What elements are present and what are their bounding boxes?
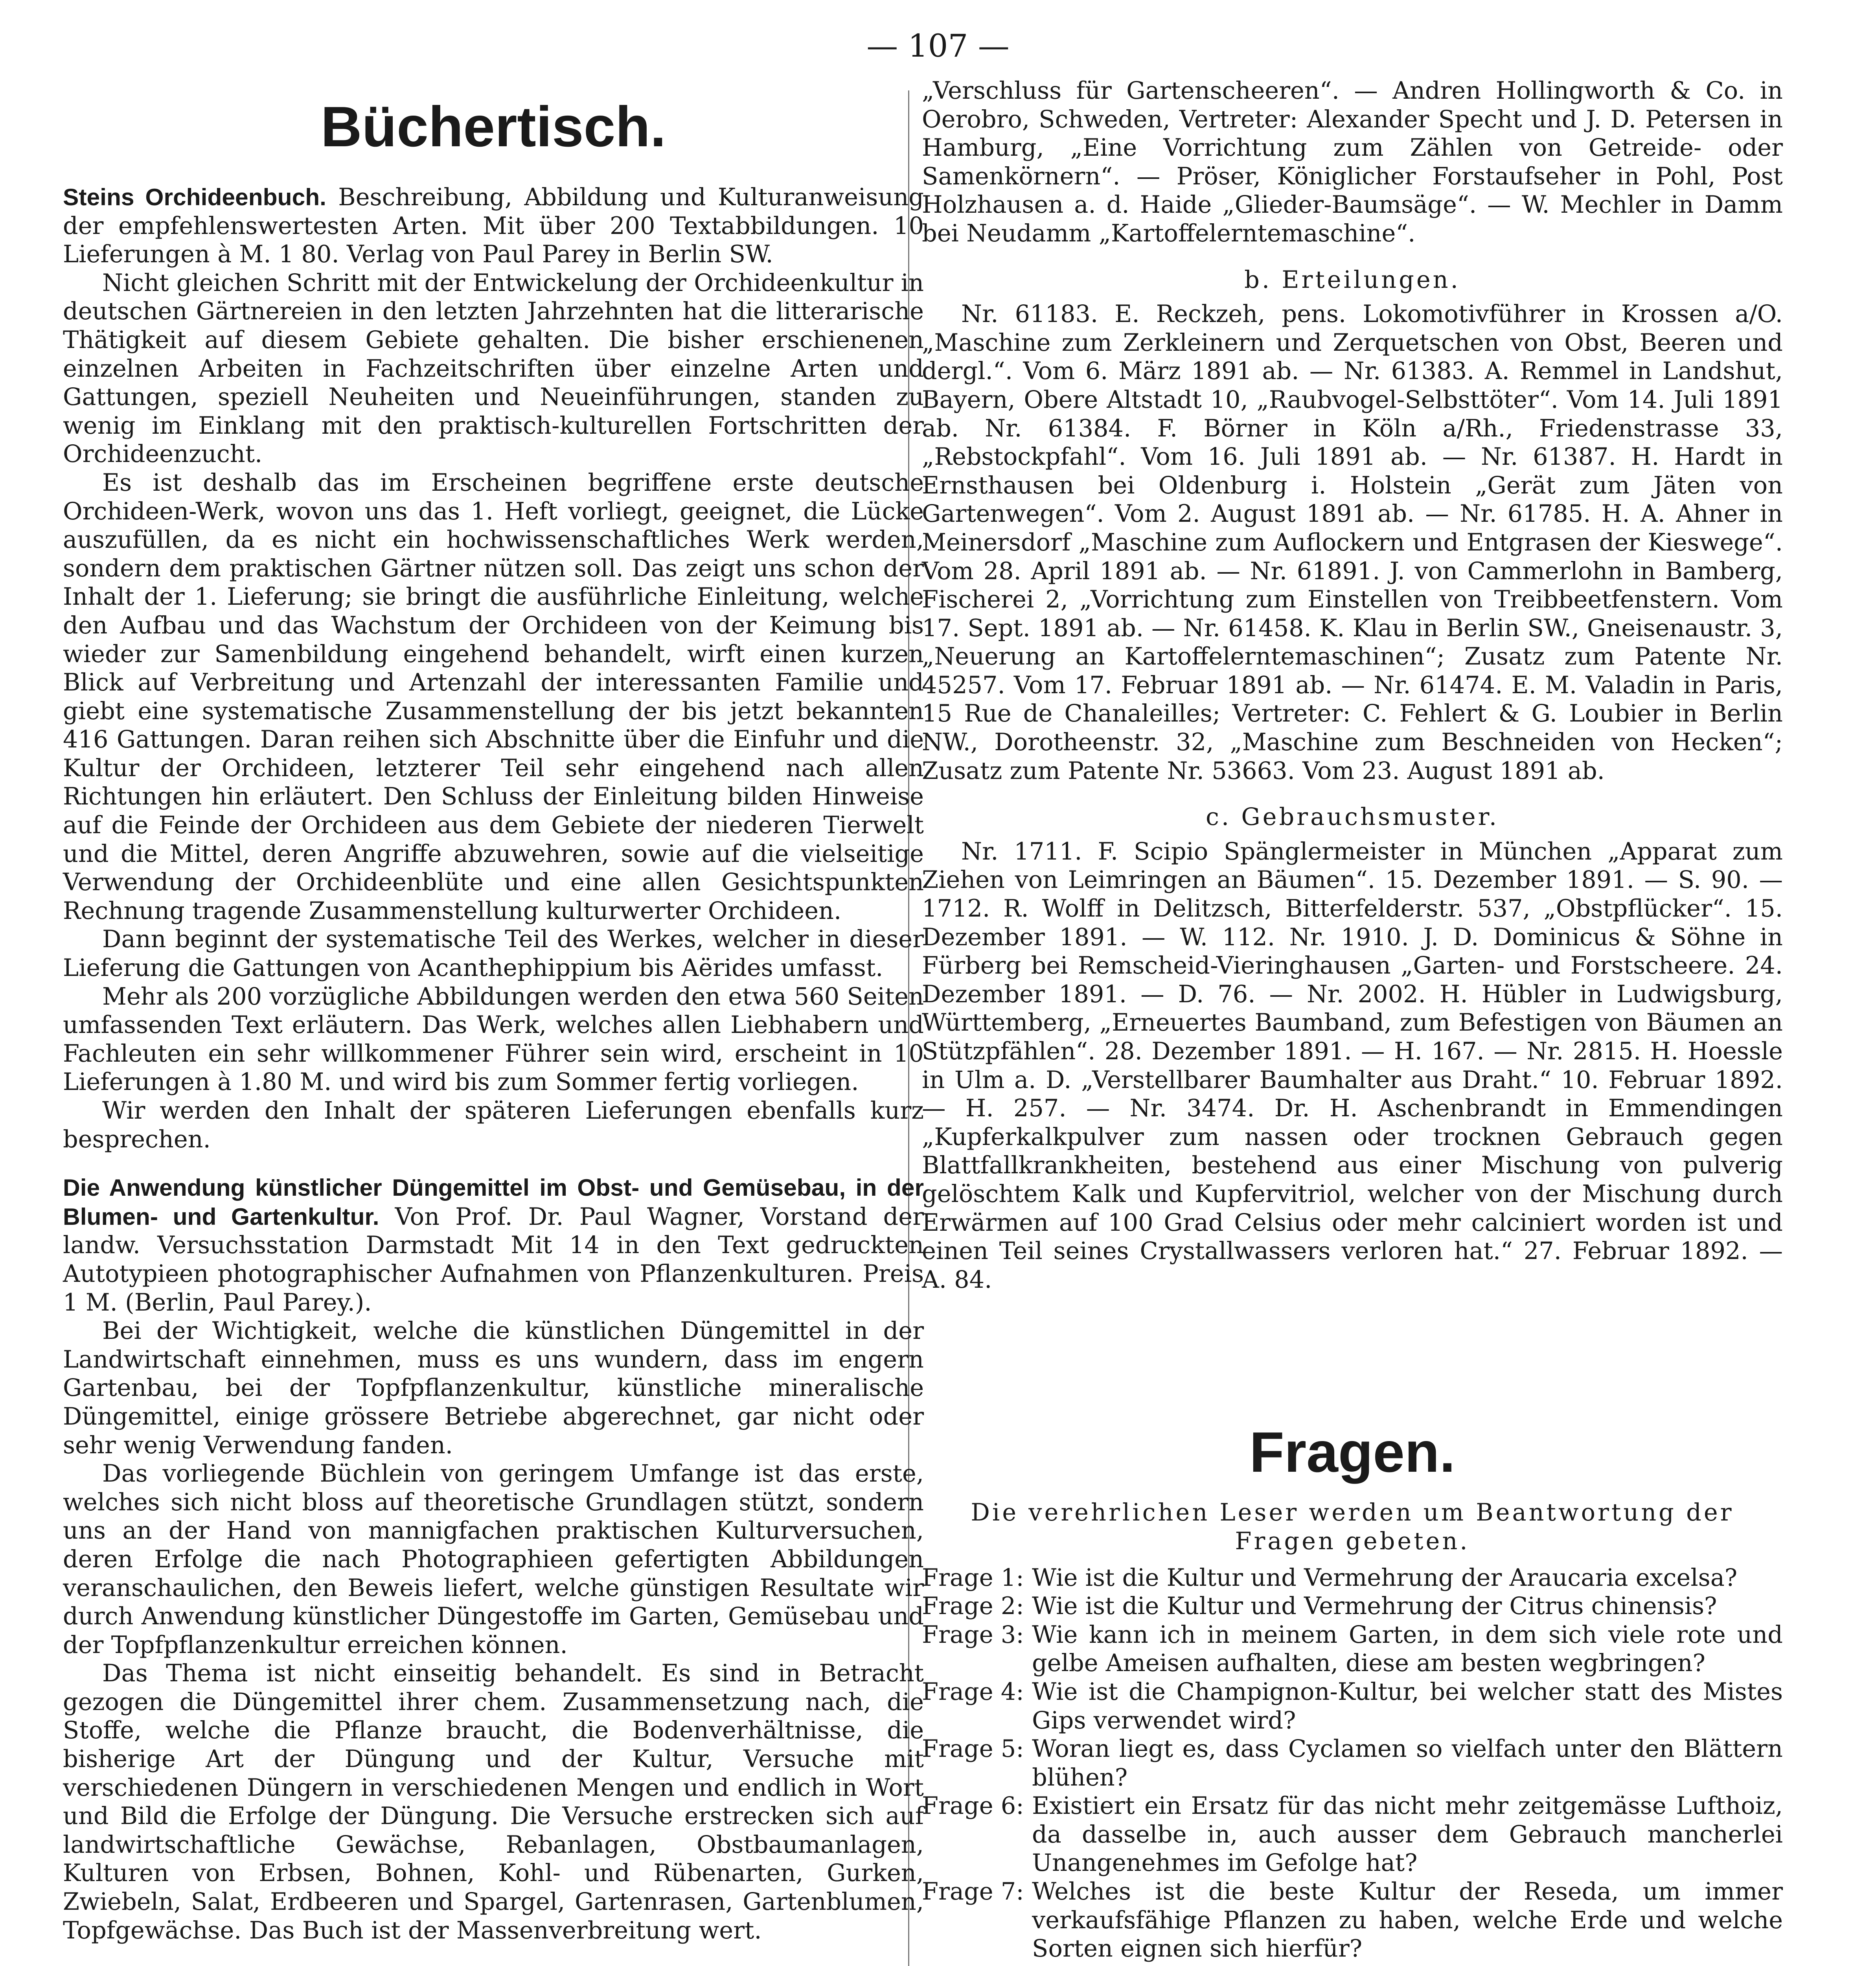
- left-column: [63, 95, 924, 1966]
- question-label: Frage 6:: [922, 1792, 1024, 1820]
- book2-intro: [63, 1173, 924, 1317]
- right-column: [922, 77, 1783, 1966]
- question-text: Woran liegt es, dass Cyclamen so vielfach unter den Blättern blühen?: [1032, 1735, 1783, 1791]
- book2-title: Die Anwendung künstlicher Düngemittel im Obst- und Gemüsebau, in der Blumen- und Gartenkultur.: [63, 1174, 924, 1230]
- question-item: [922, 1735, 1783, 1792]
- book1-paragraph: Dann beginnt der systematische Teil des Werkes, welcher in dieser Lieferung die Gattungen von Acanthephippium bis Aërides umfasst.: [63, 926, 924, 982]
- question-text: Wie ist die Champignon-Kultur, bei welcher statt des Mistes Gips verwendet wird?: [1032, 1678, 1783, 1734]
- question-item: [922, 1878, 1783, 1963]
- question-item: [922, 1564, 1783, 1592]
- book1-paragraph: Es ist deshalb das im Erscheinen begriffene erste deutsche Orchideen-Werk, wovon uns das 1. Heft vorliegt, geeignet, die Lücke auszufüllen, da es nicht ein hochwissenschaftliches Werk werden, sondern dem praktischen Gärtner nützen soll. Das zeigt uns schon der Inhalt der 1. Lieferung; sie bringt die ausführliche Einleitung, welche den Aufbau und das Wachstum der Orchideen von der Keimung bis wieder zur Samenbildung eingehend behandelt, wirft einen kurzen Blick auf Verbreitung und Artenzahl der interessanten Familie und giebt eine systematische Zusammenstellung der bis jetzt bekannten 416 Gattungen. Daran reihen sich Abschnitte über die Einfuhr und die Kultur der Orchideen, letzterer Teil sehr eingehend nach allen Richtungen hin erläutert. Den Schluss der Einleitung bilden Hinweise auf die Feinde der Orchideen aus dem Gebiete der niederen Tierwelt und die Mittel, deren Angriffe abzuwehren, sowie auf die vielseitige Verwendung der Orchideenblüte und eine allen Gesichtspunkten Rechnung tragende Zusammenstellung kulturwerter Orchideen.: [63, 469, 924, 925]
- question-text: Wie ist die Kultur und Vermehrung der Citrus chinensis?: [1032, 1592, 1717, 1620]
- buechertisch-heading: Büchertisch.: [320, 95, 666, 158]
- question-item: [922, 1592, 1783, 1621]
- erteilungen-text: Nr. 61183. E. Reckzeh, pens. Lokomotivführer in Krossen a/O. „Maschine zum Zerkleinern und Zerquetschen von Obst, Beeren und dergl.“. Vom 6. März 1891 ab. — Nr. 61383. A. Remmel in Landshut, Bayern, Obere Altstadt 10, „Raubvogel-Selbsttöter“. Vom 14. Juli 1891 ab. Nr. 61384. F. Börner in Köln a/Rh., Friedenstrasse 33, „Rebstockpfahl“. Vom 16. Juli 1891 ab. — Nr. 61387. H. Hardt in Ernsthausen bei Oldenburg i. Holstein „Gerät zum Jäten von Gartenwegen“. Vom 2. August 1891 ab. — Nr. 61785. H. A. Ahner in Meinersdorf „Maschine zum Auflockern und Entgrasen der Kieswege“. Vom 28. April 1891 ab. — Nr. 61891. J. von Cammerlohn in Bamberg, Fischerei 2, „Vorrichtung zum Einstellen von Treibbeetfenstern. Vom 17. Sept. 1891 ab. — Nr. 61458. K. Klau in Berlin SW., Gneisenaustr. 3, „Neuerung an Kartoffelerntemaschinen“; Zusatz zum Patente Nr. 45257. Vom 17. Februar 1891 ab. — Nr. 61474. E. M. Valadin in Paris, 15 Rue de Chanaleilles; Vertreter: C. Fehlert & G. Loubier in Berlin NW., Dorotheenstr. 32, „Maschine zum Beschneiden von Hecken“; Zusatz zum Patente Nr. 53663. Vom 23. August 1891 ab.: [922, 300, 1783, 785]
- question-item: [922, 1678, 1783, 1735]
- question-label: Frage 2:: [922, 1592, 1024, 1620]
- question-text: Wie kann ich in meinem Garten, in dem sich viele rote und gelbe Ameisen aufhalten, diese am besten wegbringen?: [1032, 1621, 1783, 1677]
- question-label: Frage 4:: [922, 1678, 1024, 1706]
- gebrauchsmuster-heading: c. Gebrauchsmuster.: [1205, 803, 1499, 831]
- book1-paragraph: Mehr als 200 vorzügliche Abbildungen werden den etwa 560 Seiten umfassenden Text erläutern. Das Werk, welches allen Liebhabern und Fachleuten ein sehr willkommener Führer sein wird, erscheint in 10 Lieferungen à 1.80 M. und wird bis zum Sommer fertig vorliegen.: [63, 983, 924, 1096]
- book2-intro-text: Von Prof. Dr. Paul Wagner, Vorstand der landw. Versuchsstation Darmstadt Mit 14 in den Text gedruckten Autotypieen photographischer Aufnahmen von Pflanzenkulturen. Preis 1 M. (Berlin, Paul Parey.).: [63, 1203, 924, 1316]
- book2-paragraph: Bei der Wichtigkeit, welche die künstlichen Düngemittel in der Landwirtschaft einnehmen, muss es uns wundern, dass im engern Gartenbau, bei der Topfpflanzenkultur, künstliche mineralische Düngemittel, einige grössere Betriebe abgerechnet, gar nicht oder sehr wenig Verwendung fanden.: [63, 1317, 924, 1459]
- question-label: Frage 7:: [922, 1878, 1024, 1906]
- book1-paragraph: Nicht gleichen Schritt mit der Entwickelung der Orchideenkultur in deutschen Gärtnereien in den letzten Jahrzehnten hat die litterarische Thätigkeit auf diesem Gebiete gehalten. Die bisher erschienenen einzelnen Arbeiten in Fachzeitschriften über einzelne Arten und Gattungen, speziell Neuheiten und Neueinführungen, standen zu wenig im Einklang mit den praktisch-kulturellen Fortschritten der Orchideenzucht.: [63, 269, 924, 468]
- question-label: Frage 1:: [922, 1564, 1024, 1592]
- book1-title: Steins Orchideenbuch.: [63, 184, 326, 210]
- question-item: [922, 1621, 1783, 1678]
- question-text: Wie ist die Kultur und Vermehrung der Araucaria excelsa?: [1032, 1564, 1738, 1592]
- anmeldungen-text-continued: „Verschluss für Gartenscheeren“. — Andren Hollingworth & Co. in Oerobro, Schweden, Vertreter: Alexander Specht und J. D. Petersen in Hamburg, „Eine Vorrichtung zum Zählen von Getreide- oder Samenkörnern“. — Pröser, Königlicher Forstaufseher in Pohl, Post Holzhausen a. d. Haide „Glieder-Baumsäge“. — W. Mechler in Damm bei Neudamm „Kartoffelerntemaschine“.: [922, 77, 1783, 247]
- question-text: Welches ist die beste Kultur der Reseda, um immer verkaufsfähige Pflanzen zu haben, welche Erde und welche Sorten eignen sich hierfür?: [1032, 1878, 1783, 1963]
- erteilungen-heading: b. Erteilungen.: [1244, 266, 1460, 294]
- page-number: — 107 —: [866, 28, 1010, 64]
- book1-paragraph: Wir werden den Inhalt der späteren Lieferungen ebenfalls kurz besprechen.: [63, 1097, 924, 1153]
- book2-paragraph: Das vorliegende Büchlein von geringem Umfange ist das erste, welches sich nicht bloss auf theoretische Grundlagen stützt, sondern uns an der Hand von mannigfachen praktischen Kulturversuchen, deren Erfolge die nach Photographieen gefertigten Abbildungen veranschaulichen, den Beweis liefert, welche günstigen Resultate wir durch Anwendung künstlicher Düngestoffe im Garten, Gemüsebau und der Topfpflanzenkultur erreichen können.: [63, 1460, 924, 1659]
- gebrauchsmuster-text: Nr. 1711. F. Scipio Spänglermeister in München „Apparat zum Ziehen von Leimringen an Bäumen“. 15. Dezember 1891. — S. 90. — 1712. R. Wolff in Delitzsch, Bitterfelderstr. 537, „Obstpflücker“. 15. Dezember 1891. — W. 112. Nr. 1910. J. D. Dominicus & Söhne in Fürberg bei Remscheid-Vieringhausen „Garten- und Forstscheere. 24. Dezember 1891. — D. 76. — Nr. 2002. H. Hübler in Ludwigsburg, Württemberg, „Erneuertes Baumband, zum Befestigen von Bäumen an Stützpfählen“. 28. Dezember 1891. — H. 167. — Nr. 2815. H. Hoessle in Ulm a. D. „Verstellbarer Baumhalter aus Draht.“ 10. Februar 1892. — H. 257. — Nr. 3474. Dr. H. Aschenbrandt in Emmendingen „Kupferkalkpulver zum nassen oder trocknen Gebrauch gegen Blattfallkrankheiten, bestehend aus einer Mischung von pulverig gelöschtem Kalk und Kupfervitriol, welcher von der Mischung durch Erwärmen auf 100 Grad Celsius oder mehr calciniert worden ist und einen Teil seines Crystallwassers verloren hat.“ 27. Februar 1892. — A. 84.: [922, 838, 1783, 1294]
- question-item: [922, 1792, 1783, 1878]
- book2-paragraph: Das Thema ist nicht einseitig behandelt. Es sind in Betracht gezogen die Düngemittel ihrer chem. Zusammensetzung nach, die Stoffe, welche die Pflanze braucht, die Bodenverhältnisse, die bisherige Art der Düngung und der Kultur, Versuche mit verschiedenen Düngern in verschiedenen Mengen und endlich in Wort und Bild die Erfolge der Düngung. Die Versuche erstrecken sich auf landwirtschaftliche Gewächse, Rebanlagen, Obstbaumanlagen, Kulturen von Erbsen, Bohnen, Kohl- und Rübenarten, Gurken, Zwiebeln, Salat, Erdbeeren und Spargel, Gartenrasen, Gartenblumen, Topfgewächse. Das Buch ist der Massenverbreitung wert.: [63, 1660, 924, 1944]
- question-label: Frage 5:: [922, 1735, 1024, 1763]
- question-label: Frage 3:: [922, 1621, 1024, 1649]
- question-text: Existiert ein Ersatz für das nicht mehr zeitgemässe Lufthoiz, da dasselbe in, auch ausser dem Gebrauch mancherlei Unangenehmes im Gefolge hat?: [1032, 1792, 1783, 1877]
- fragen-subtitle: Die verehrlichen Leser werden um Beantwortung der Fragen gebeten.: [971, 1499, 1734, 1555]
- fragen-heading: Fragen.: [1249, 1420, 1455, 1484]
- book1-intro-text: Beschreibung, Abbildung und Kulturanweisung der empfehlenswertesten Arten. Mit über 200 Textabbildungen. 10 Lieferungen à M. 1 80. Verlag von Paul Parey in Berlin SW.: [63, 184, 924, 269]
- book1-intro: [63, 183, 924, 269]
